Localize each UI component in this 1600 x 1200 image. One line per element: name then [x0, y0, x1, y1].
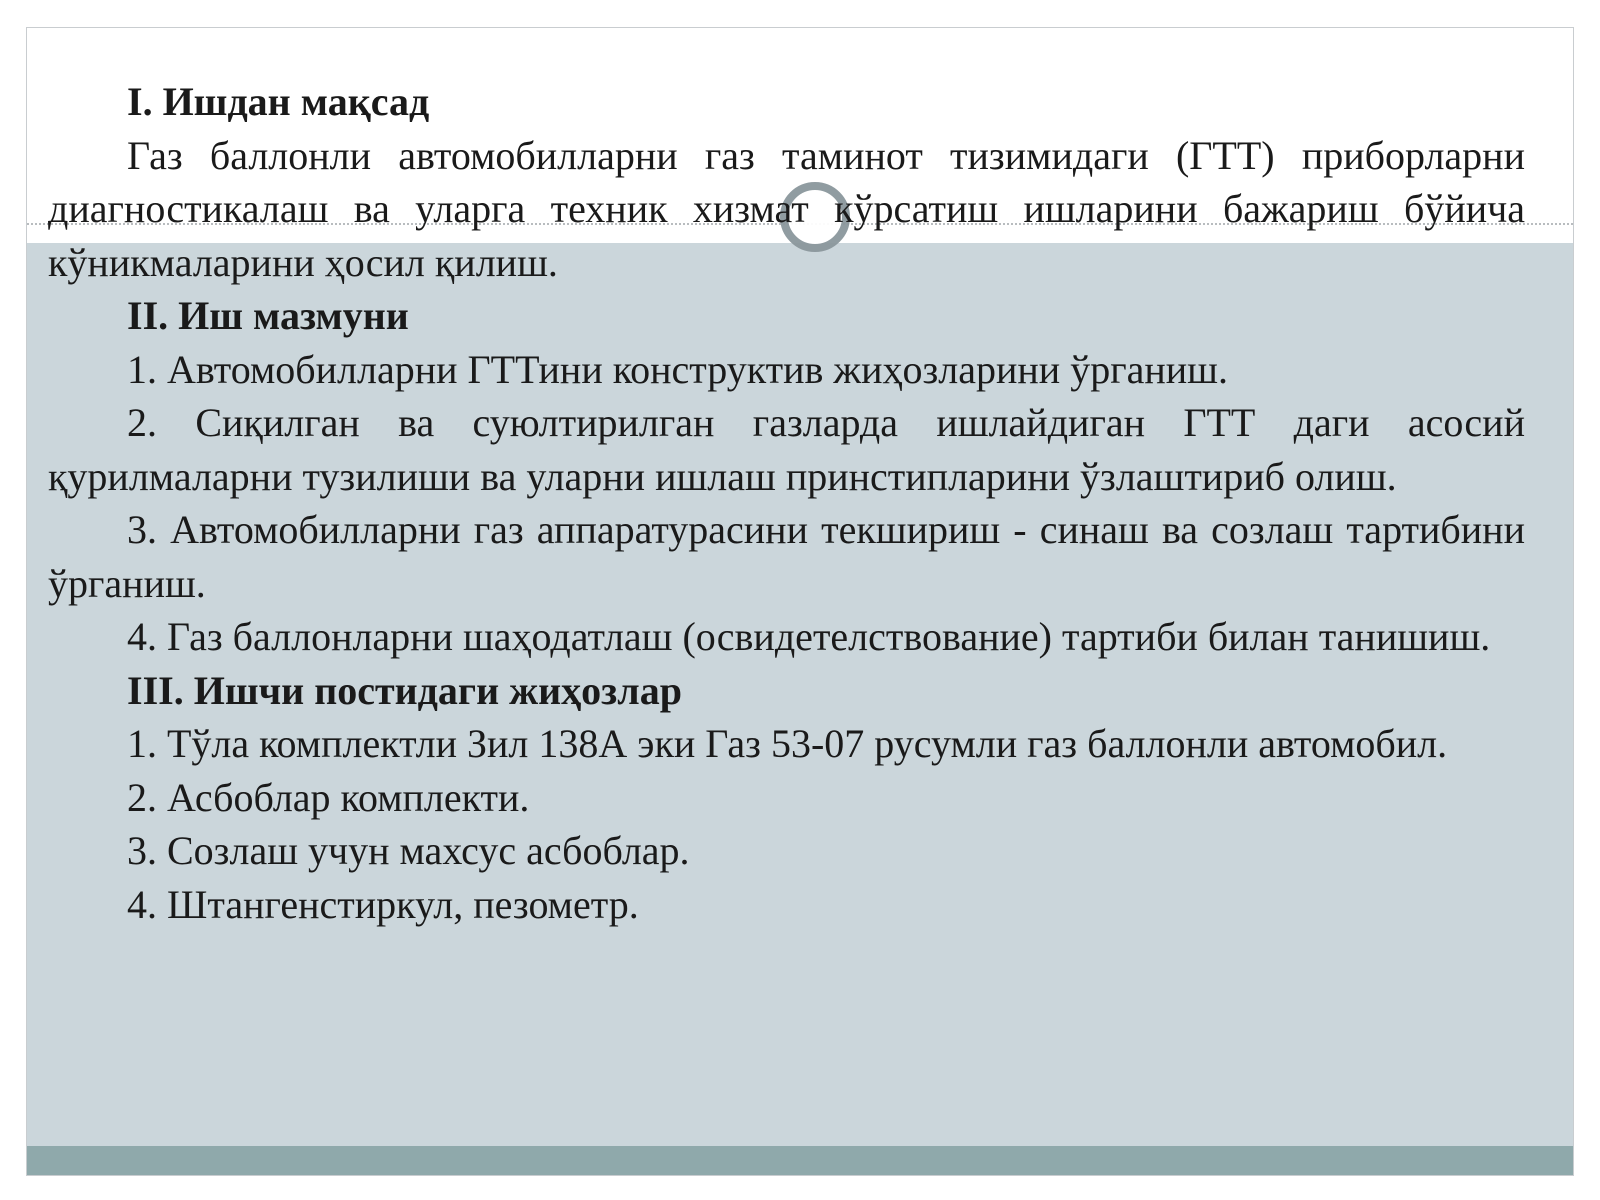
equipment-item-3: 3. Созлаш учун махсус асбоблар.	[127, 828, 690, 873]
equipment-item-2: 2. Асбоблар комплекти.	[127, 774, 530, 820]
content-item-2: 2. Сиқилган ва суюлтирилган газларда ишлайдиган ГТТ даги асосий қурилмаларни тузилиши ва уларни ишлаш принстипларини ўзлаштириб олиш.	[48, 400, 1525, 499]
section-heading-goal: I. Ишдан мақсад	[127, 79, 430, 124]
slide-text-body	[48, 75, 1525, 931]
content-item-3: 3. Автомобилларни газ аппаратурасини текшириш - синаш ва созлаш тартибини ўрганиш.	[48, 507, 1525, 606]
section-heading-equipment: III. Ишчи постидаги жиҳозлар	[127, 667, 682, 713]
equipment-item-4: 4. Штангенстиркул, пезометр.	[127, 881, 639, 927]
goal-paragraph: Газ баллонли автомобилларни газ таминот тизимидаги (ГТТ) приборларни диагностикалаш ва уларга техник хизмат кўрсатиш ишларини бажариш бўйича кўникмаларини ҳосил қилиш.	[48, 132, 1525, 285]
section-heading-content: II. Иш мазмуни	[127, 293, 409, 338]
equipment-item-1: 1. Тўла комплектли Зил 138А эки Газ 53-07 русумли газ баллонли автомобил.	[127, 721, 1448, 766]
content-item-1: 1. Автомобилларни ГТТини конструктив жиҳозларини ўрганиш.	[127, 346, 1228, 392]
content-item-4: 4. Газ баллонларни шаҳодатлаш (освидетелствование) тартиби билан танишиш.	[127, 614, 1491, 659]
slide	[26, 27, 1574, 1176]
slide-footer-band	[27, 1146, 1573, 1176]
